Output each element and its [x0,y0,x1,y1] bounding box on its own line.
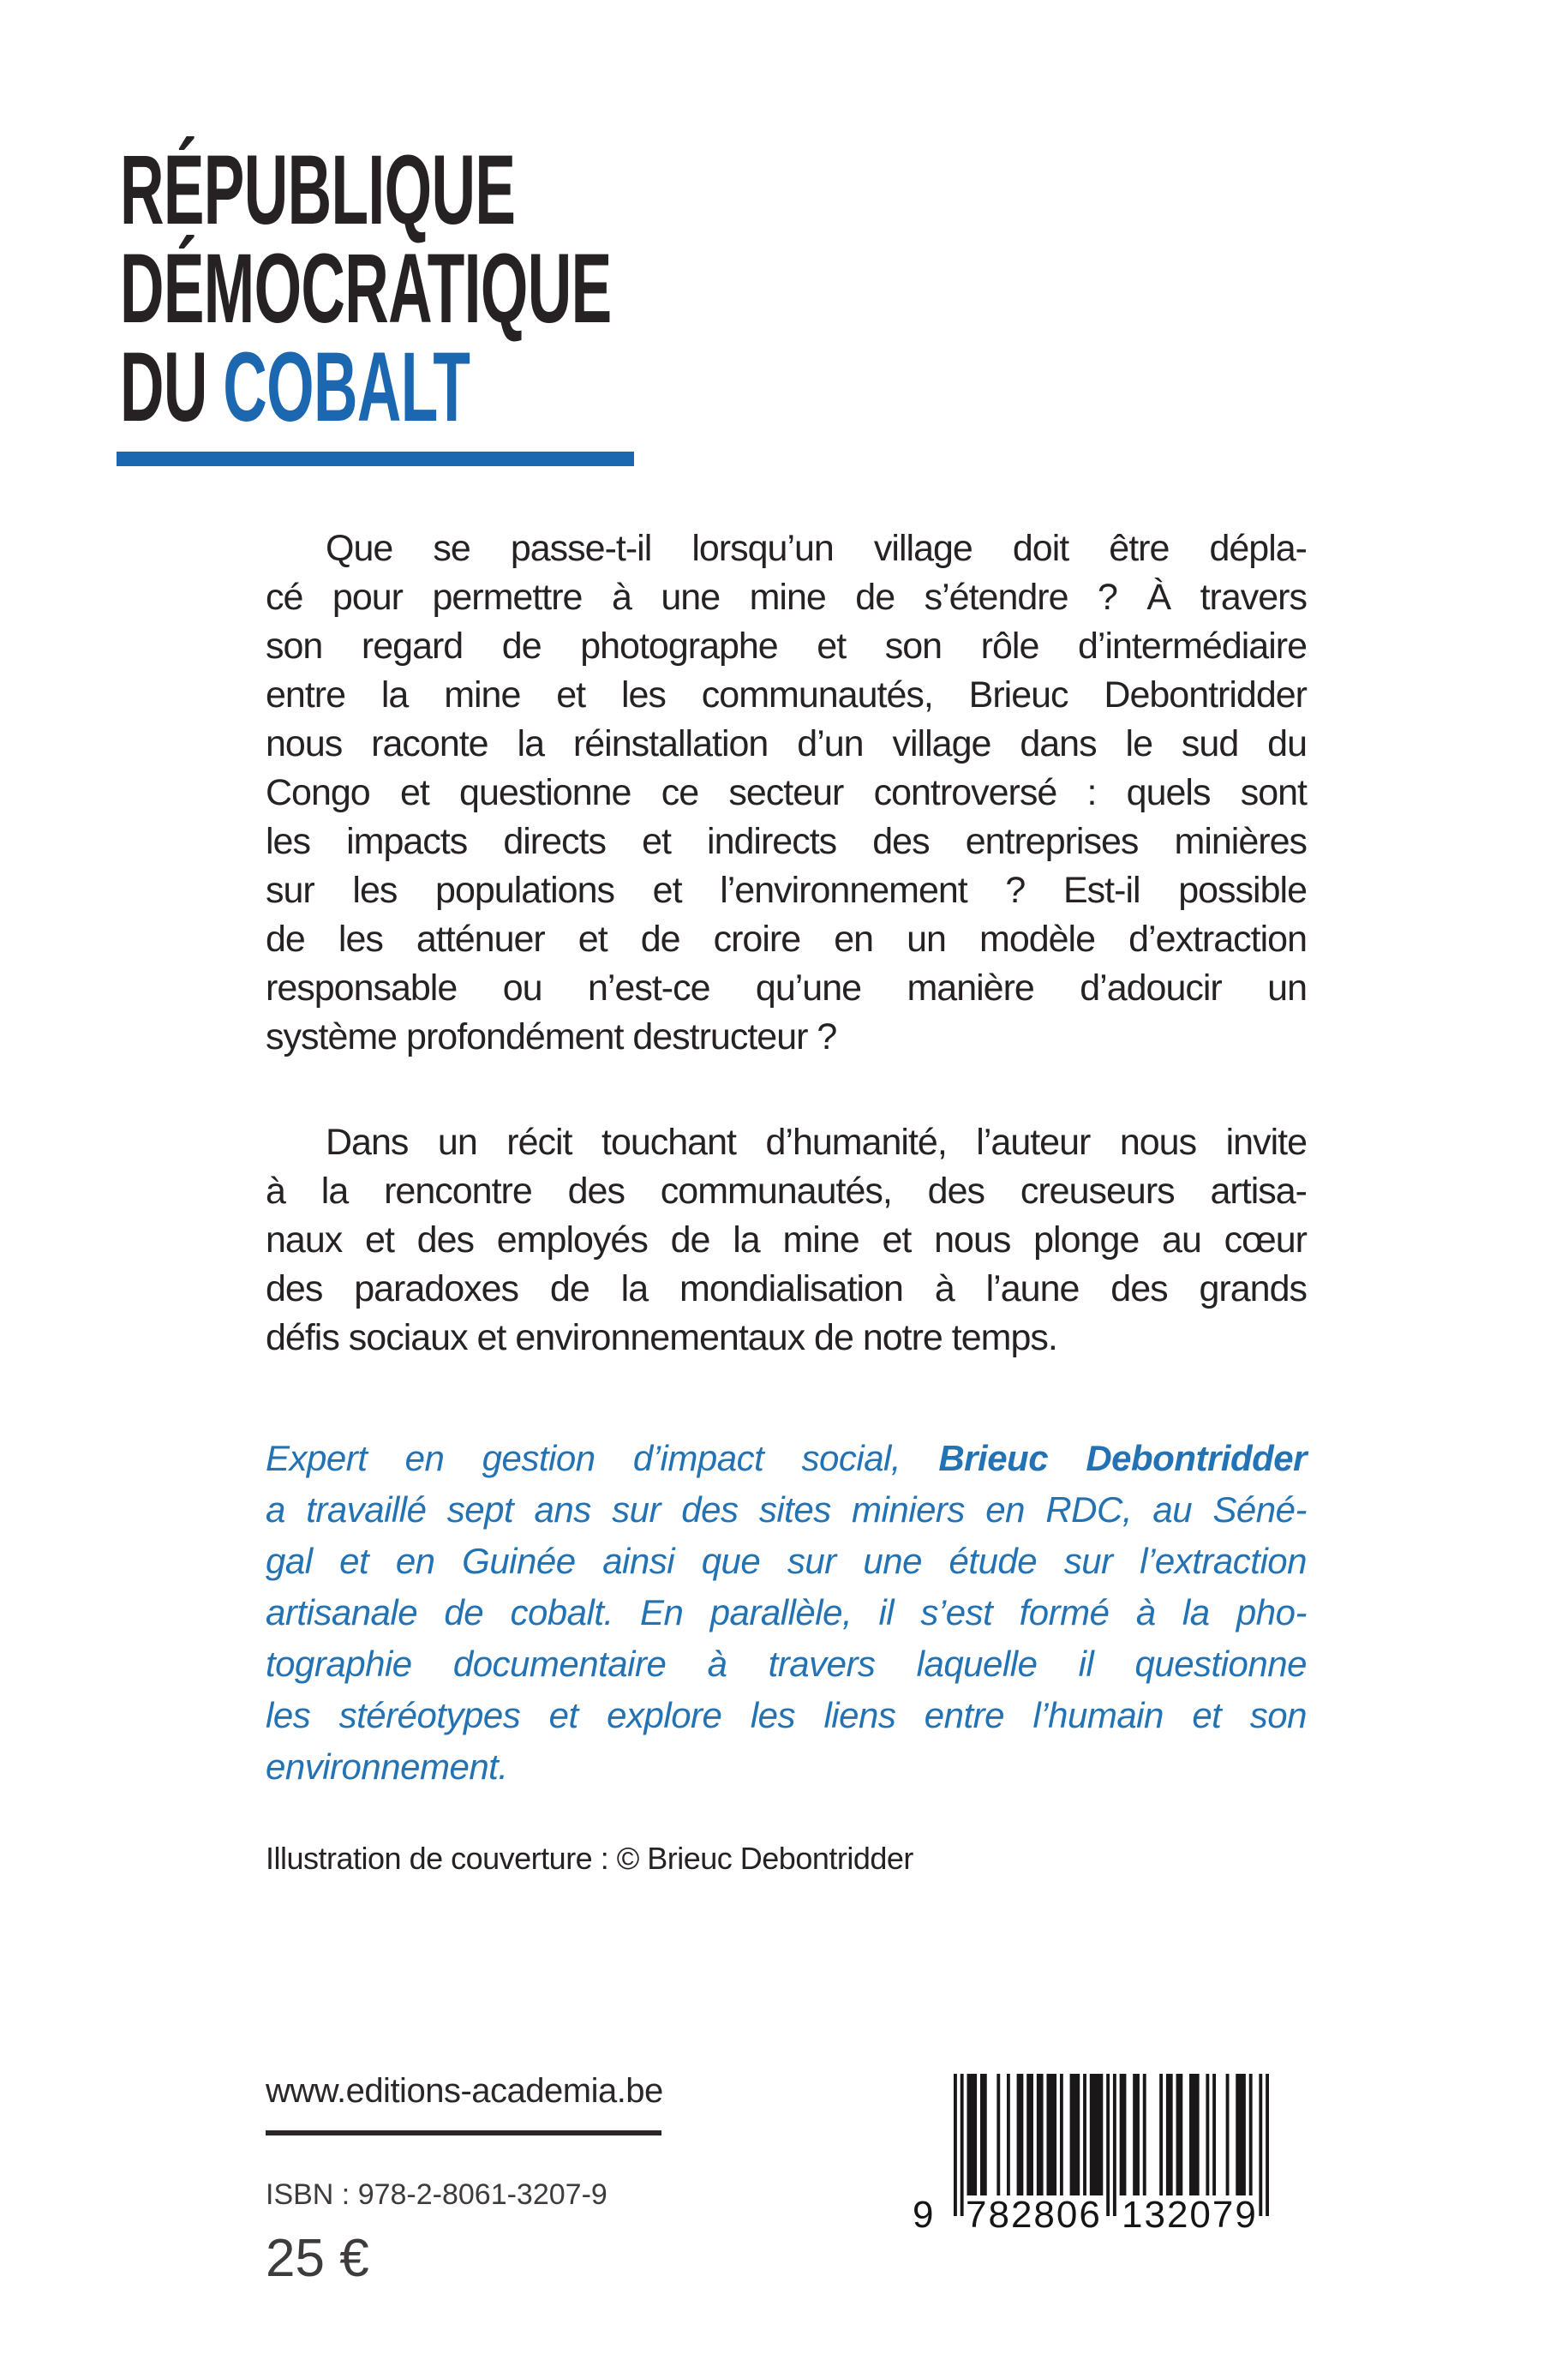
synopsis-line: Dans un récit touchant d’humanité, l’auteur nous invite [326,1122,1307,1163]
barcode-digits-right-group: 132079 [1122,2194,1258,2236]
bio-line: artisanale de cobalt. En parallèle, il s’est formé à la pho- [266,1592,1307,1632]
price: 25 € [266,2229,369,2288]
bio-line [266,1433,1307,1484]
synopsis-line: entre la mine et les communautés, Brieuc Debontridder [266,674,1307,716]
synopsis-line: nous raconte la réinstallation d’un village dans le sud du [266,723,1307,764]
isbn-number: ISBN : 978-2-8061-3207-9 [266,2178,607,2211]
synopsis-line: responsable ou n’est-ce qu’une manière d’adoucir un [266,967,1307,1009]
synopsis-line: naux et des employés de la mine et nous plonge au cœur [266,1219,1307,1261]
author-name: Brieuc Debontridder [938,1438,1307,1478]
synopsis-line: des paradoxes de la mondialisation à l’aune des grands [266,1268,1307,1309]
barcode-digits-left-group: 782806 [966,2194,1102,2236]
title-line-3 [120,332,612,442]
synopsis-paragraph-2 [266,1118,1307,1363]
synopsis-line: cé pour permettre à une mine de s’étendre ? À travers [266,577,1307,618]
title-underline-rule [117,452,634,466]
title-line-2: DÉMOCRATIQUE [120,234,612,344]
synopsis-line: Que se passe-t-il lorsqu’un village doit être dépla- [326,528,1307,569]
synopsis-line: Congo et questionne ce secteur controversé : quels sont [266,772,1307,813]
synopsis-line: à la rencontre des communautés, des creuseurs artisa- [266,1171,1307,1212]
title-line-3-black: DU [120,332,207,442]
bio-line: a travaillé sept ans sur des sites miniers en RDC, au Séné- [266,1489,1307,1530]
title-line-3-blue: COBALT [223,332,470,442]
footer-rule [266,2130,661,2135]
ean13-barcode [913,2074,1269,2245]
barcode-digit-leading: 9 [913,2194,934,2236]
synopsis-line: de les atténuer et de croire en un modèle d’extraction [266,919,1307,960]
book-title [120,135,913,442]
bio-line: environnement. [266,1746,508,1787]
bio-intro-text: Expert en gestion d’impact social, [266,1438,901,1478]
synopsis-line: son regard de photographe et son rôle d’intermédiaire [266,626,1307,667]
cover-illustration-credit: Illustration de couverture : © Brieuc Debontridder [266,1841,913,1876]
synopsis-line: système profondément destructeur ? [266,1016,837,1057]
title-line-1: RÉPUBLIQUE [120,135,516,245]
bio-line: tographie documentaire à travers laquelle il questionne [266,1644,1307,1684]
author-bio [266,1433,1307,1793]
synopsis-line: défis sociaux et environnementaux de notre temps. [266,1317,1057,1358]
synopsis-line: sur les populations et l’environnement ? Est-il possible [266,870,1307,911]
publisher-website: www.editions-academia.be [266,2072,663,2110]
bio-line: gal et en Guinée ainsi que sur une étude sur l’extraction [266,1541,1307,1581]
bio-line: les stéréotypes et explore les liens entre l’humain et son [266,1695,1307,1735]
synopsis-line: les impacts directs et indirects des entreprises minières [266,821,1307,862]
synopsis-paragraph-1 [266,524,1307,1062]
